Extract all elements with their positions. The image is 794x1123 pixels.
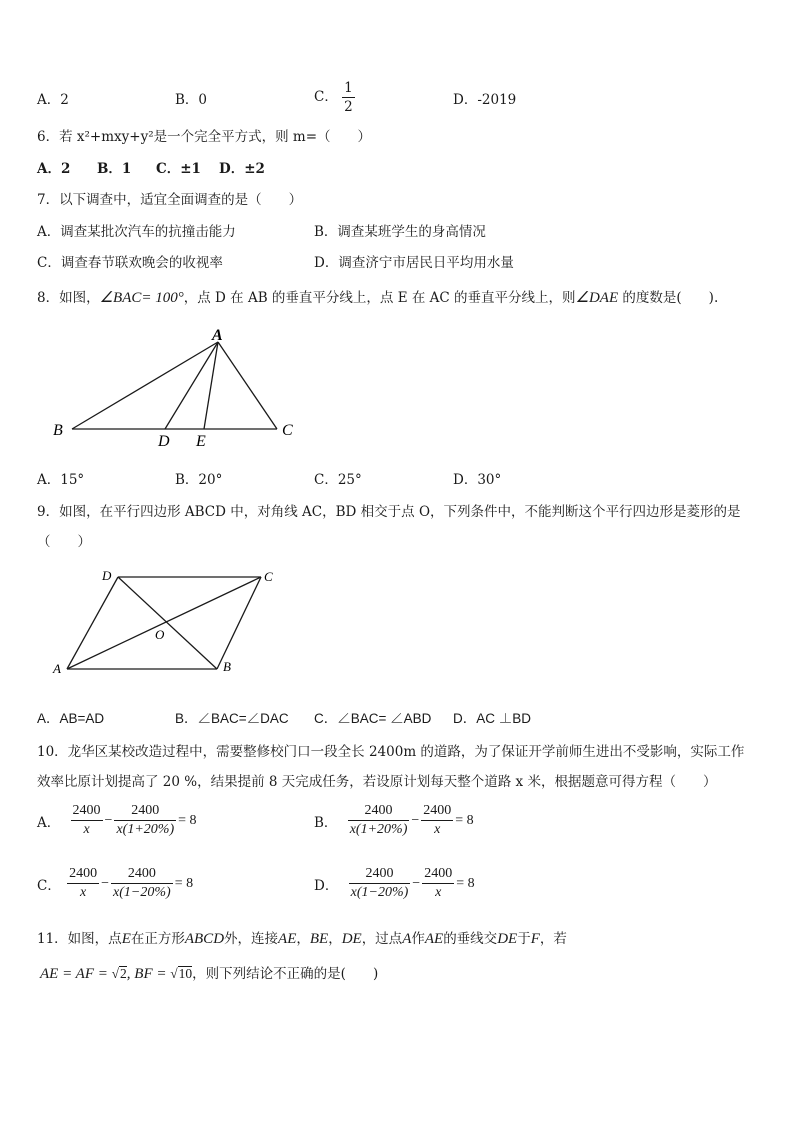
q11-sqrt10-value: 10: [178, 966, 193, 981]
q8-prefix: 8．如图，: [37, 290, 100, 306]
q11-point-a: A: [402, 931, 412, 947]
q10a-frac2-den: x(1+20%): [116, 822, 175, 837]
q10b-frac1-num: 2400: [348, 803, 410, 821]
q10-option-a-equation: [71, 803, 199, 838]
q10-option-b-label: B．: [314, 814, 338, 831]
q11-text-1d: ，过点: [361, 931, 403, 947]
q11-seg-de: DE: [341, 931, 362, 947]
q10-option-b-equation: [348, 803, 476, 838]
q6-option-d: D．±2: [219, 161, 265, 177]
q10-stem-line1: 10．龙华区某校改造过程中，需要整修校门口一段全长 2400m 的道路，为了保证开学前师生进出不受影响，实际工作: [37, 744, 745, 760]
q8-label-b: B: [53, 422, 63, 439]
q10c-frac1-den: x: [80, 885, 87, 900]
q10d-frac2-num: 2400: [422, 866, 454, 884]
q10c-frac2-num: 2400: [111, 866, 173, 884]
q10-option-d-equation: [349, 866, 477, 901]
q10a-rhs: = 8: [178, 812, 197, 828]
q7-option-d: D．调查济宁市居民日平均用水量: [314, 255, 514, 271]
q11-text-1f: 的垂线交: [443, 931, 498, 947]
q11-text-1g: 于: [517, 931, 531, 947]
q11-sqrt10: √10: [170, 966, 193, 981]
q11-seg-be: BE: [309, 931, 329, 947]
q11-eq-bf: , BF =: [126, 966, 171, 982]
q7-option-b: B．调查某班学生的身高情况: [314, 224, 486, 240]
q10d-frac1-num: 2400: [349, 866, 411, 884]
q8-suffix: 的度数是( ).: [618, 290, 719, 306]
q7-option-c: C．调查春节联欢晚会的收视率: [37, 255, 223, 271]
q11-stem-line1: [37, 927, 567, 948]
q10b-frac1-den: x(1+20%): [349, 822, 408, 837]
q11-seg-ae: AE: [278, 931, 297, 947]
q8-label-a: A: [212, 327, 223, 344]
q11-point-e: E: [121, 931, 131, 947]
q11-seg-de-2: DE: [497, 931, 518, 947]
q10b-frac2-num: 2400: [421, 803, 453, 821]
q5-option-c: [314, 80, 355, 115]
q10-option-d: [314, 866, 477, 901]
q8-option-a: A．15°: [37, 472, 85, 488]
q7-stem: 7．以下调查中，适宜全面调查的是（ ）: [37, 192, 303, 208]
q9-option-b: B．∠BAC=∠DAC: [175, 711, 289, 726]
q8-option-d: D．30°: [453, 472, 502, 488]
q9-option-a: A．AB=AD: [37, 711, 105, 726]
q8-label-c: C: [282, 422, 293, 439]
q8-option-b: B．20°: [175, 472, 223, 488]
q10-stem-line2: 效率比原计划提高了 20 %，结果提前 8 天完成任务，若设原计划每天整个道路 x 米，根据题意可得方程（ ）: [37, 774, 717, 790]
q11-square-abcd: ABCD: [184, 931, 225, 947]
q9-label-o: O: [155, 627, 165, 642]
q5-frac-num: 1: [344, 80, 353, 96]
q6-option-c: C．±1: [156, 161, 201, 177]
q10c-rhs: = 8: [174, 875, 194, 891]
q8-middle: ，点 D 在 AB 的垂直平分线上，点 E 在 AC 的垂直平分线上，则: [183, 290, 576, 306]
q6-stem: 6．若 x²+mxy+y²是一个完全平方式，则 m=（ ）: [37, 129, 372, 145]
q5-frac-den: 2: [344, 99, 353, 115]
q11-comma-2: ，: [328, 931, 342, 947]
q10-option-c: [37, 866, 195, 901]
q10-option-a: [37, 803, 199, 838]
q5-option-d: D．-2019: [453, 92, 517, 108]
q10-option-b: [314, 803, 476, 838]
q9-parallelogram-figure: [45, 565, 285, 680]
q8-label-e: E: [196, 433, 206, 450]
q8-angle-bac: ∠BAC: [99, 290, 142, 306]
q11-comma-1: ，: [296, 931, 310, 947]
q10b-frac2-den: x: [434, 822, 441, 837]
q9-stem-line2: （ ）: [37, 534, 91, 550]
q8-label-d: D: [158, 433, 170, 450]
q8-angle-dae: ∠DAE: [575, 290, 619, 306]
q11-text-1a: 11．如图，点: [37, 931, 122, 947]
q10b-minus: −: [411, 812, 420, 828]
q11-stem-line2: [40, 962, 378, 983]
q9-stem-line1: 9．如图，在平行四边形 ABCD 中，对角线 AC，BD 相交于点 O，下列条件中，不能判断这个平行四边形是菱形的是: [37, 504, 741, 520]
q10-option-a-label: A．: [37, 814, 61, 831]
q10-option-d-label: D．: [314, 877, 339, 894]
q9-label-b: B: [223, 659, 231, 674]
q6-option-b: B．1: [97, 161, 132, 177]
q9-label-c: C: [264, 569, 273, 584]
q11-text-1c: 外，连接: [224, 931, 279, 947]
q10d-frac1-den: x(1−20%): [350, 885, 409, 900]
q7-option-a: A．调查某批次汽车的抗撞击能力: [37, 224, 236, 240]
q10c-frac2-den: x(1−20%): [113, 885, 171, 900]
q6-option-a: A．2: [37, 161, 71, 177]
q5-option-b: B．0: [175, 92, 208, 108]
q11-point-f: F: [530, 931, 540, 947]
q11-sqrt2: √2: [111, 966, 127, 981]
q9-label-a: A: [53, 661, 61, 676]
q5-option-c-label: C．: [314, 89, 338, 105]
q9-option-c: C．∠BAC= ∠ABD: [314, 711, 432, 726]
q9-option-d: D．AC ⊥BD: [453, 711, 532, 726]
q9-label-d: D: [102, 568, 112, 583]
q10-option-c-label: C．: [37, 877, 61, 894]
q10a-frac1-den: x: [83, 822, 90, 837]
q11-eq-ae-af: AE = AF =: [40, 966, 112, 982]
q10d-frac2-den: x: [435, 885, 442, 900]
q8-angle-value: = 100°: [141, 290, 184, 306]
q10d-minus: −: [412, 875, 421, 891]
q11-sqrt2-value: 2: [120, 966, 127, 981]
q10b-rhs: = 8: [455, 812, 474, 828]
q8-stem: [37, 286, 718, 307]
q10c-minus: −: [101, 875, 110, 891]
q11-text-2c: ，则下列结论不正确的是( ): [192, 966, 379, 982]
q11-text-1h: ，若: [539, 931, 567, 947]
q11-seg-ae-2: AE: [424, 931, 444, 947]
q10a-frac2-num: 2400: [114, 803, 176, 821]
q10a-frac1-num: 2400: [71, 803, 103, 821]
q5-option-a: A．2: [37, 92, 69, 108]
q8-option-c: C．25°: [314, 472, 362, 488]
q10d-rhs: = 8: [456, 875, 475, 891]
q11-text-1e: 作: [411, 931, 425, 947]
q11-text-1b: 在正方形: [130, 931, 185, 947]
q10-option-c-equation: [67, 866, 195, 901]
q10a-minus: −: [104, 812, 113, 828]
q5-option-c-fraction: [342, 80, 355, 115]
q10c-frac1-num: 2400: [67, 866, 99, 884]
q8-triangle-figure: [50, 325, 310, 450]
